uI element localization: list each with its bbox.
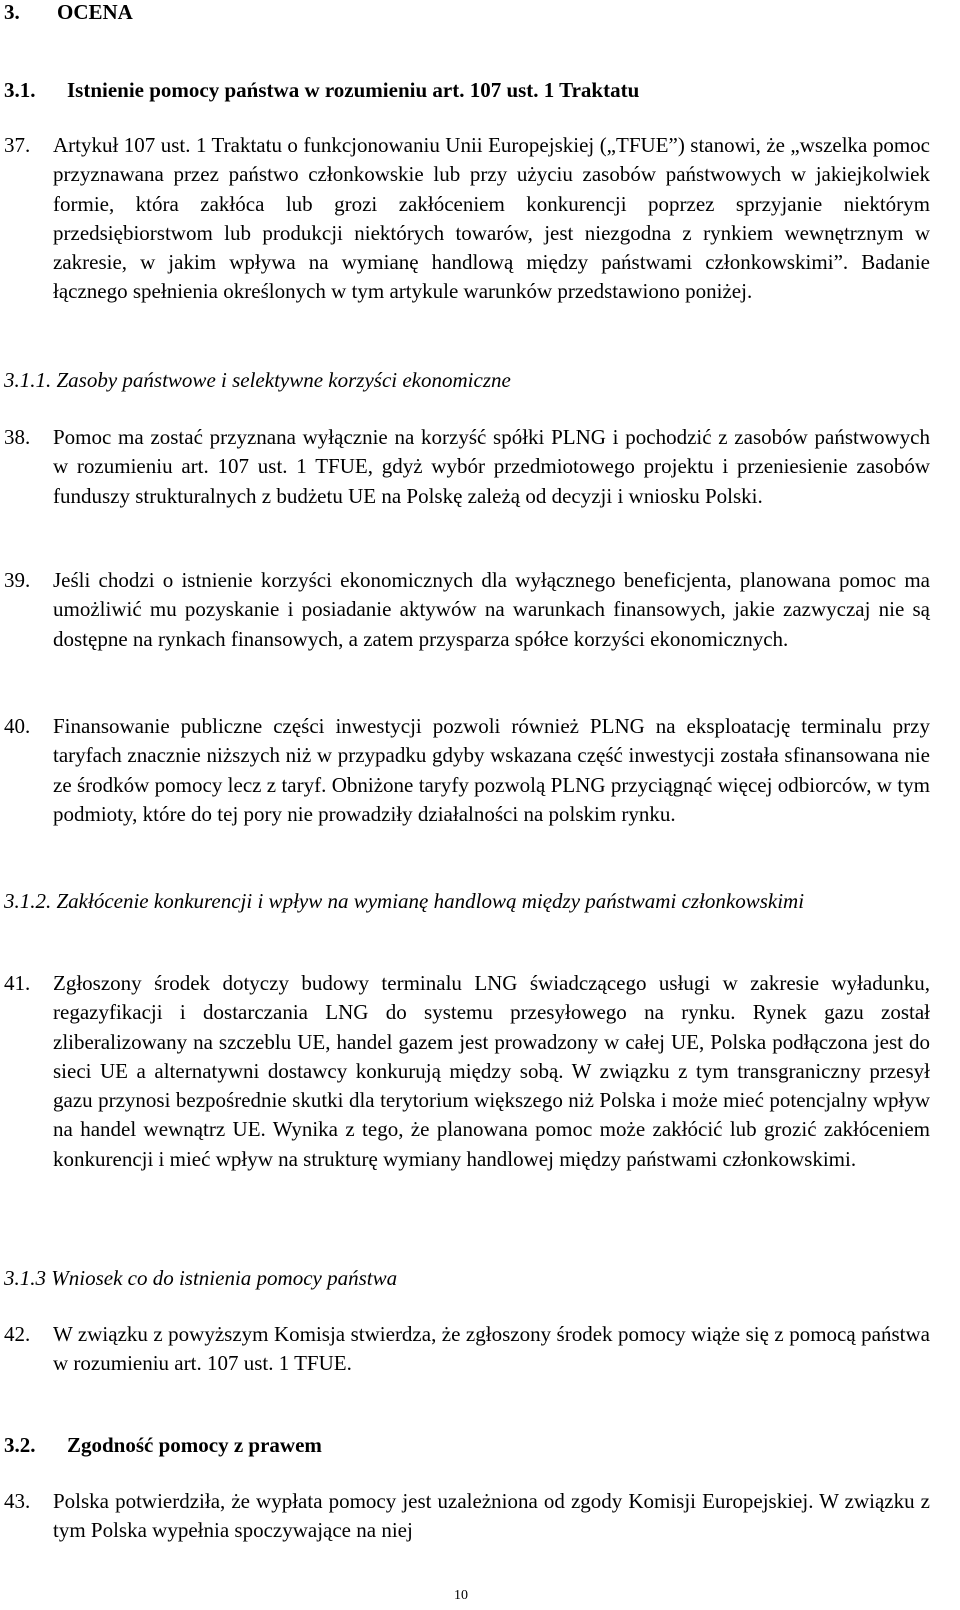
paragraph-39 (4, 566, 930, 654)
section-number: 3.2. (4, 1433, 36, 1457)
paragraph-43 (4, 1487, 930, 1546)
paragraph-number: 37. (4, 133, 31, 157)
subsection-heading-3-1-1: 3.1.1. Zasoby państwowe i selektywne korzyści ekonomiczne (4, 368, 511, 392)
paragraph-number: 39. (4, 568, 31, 592)
paragraph-number: 38. (4, 425, 31, 449)
paragraph-number: 42. (4, 1322, 31, 1346)
section-title: OCENA (57, 0, 133, 24)
section-title: Zgodność pomocy z prawem (67, 1433, 322, 1457)
section-number: 3. (4, 0, 20, 24)
paragraph-42 (4, 1320, 930, 1379)
paragraph-number: 41. (4, 971, 31, 995)
section-number: 3.1. (4, 78, 36, 102)
page-number: 10 (454, 1588, 468, 1603)
section-title: Istnienie pomocy państwa w rozumieniu art. 107 ust. 1 Traktatu (67, 78, 640, 102)
subsection-heading-3-1-2: 3.1.2. Zakłócenie konkurencji i wpływ na wymianę handlową między państwami członkowskimi (4, 889, 805, 913)
paragraph-text: Finansowanie publiczne części inwestycji pozwoli również PLNG na eksploatację terminalu przy taryfach znacznie niższych niż w przypadku gdyby wskazana część inwestycji została sfinansowana nie ze środków pomocy lecz z taryf. Obniżone taryfy pozwolą PLNG przyciągnąć więcej odbiorców, w tym podmioty, które do tej pory nie prowadziły działalności na polskim rynku. (53, 714, 930, 826)
paragraph-text: Jeśli chodzi o istnienie korzyści ekonomicznych dla wyłącznego beneficjenta, planowana pomoc ma umożliwić mu pozyskanie i posiadanie aktywów na warunkach finansowych, jakie zazwyczaj nie są dostępne na rynkach finansowych, a zatem przysparza spółce korzyści ekonomicznych. (53, 568, 930, 651)
paragraph-number: 40. (4, 714, 31, 738)
paragraph-38 (4, 423, 930, 511)
paragraph-number: 43. (4, 1489, 31, 1513)
paragraph-text: Zgłoszony środek dotyczy budowy terminalu LNG świadczącego usługi w zakresie wyładunku, regazyfikacji i dostarczania LNG do systemu przesyłowego na rynku. Rynek gazu został zliberalizowany na szczeblu UE, handel gazem jest prowadzony w całej UE, Polska podłączona jest do sieci UE a alternatywni dostawcy konkurują między sobą. W związku z tym transgraniczny przesył gazu przynosi bezpośrednie skutki dla terytorium większego niż Polska i może mieć potencjalny wpływ na handel wewnątrz UE. Wynika z tego, że planowana pomoc może zakłócić lub grozić zakłóceniem konkurencji i mieć wpływ na strukturę wymiany handlowej między państwami członkowskimi. (53, 971, 930, 1171)
paragraph-text: Artykuł 107 ust. 1 Traktatu o funkcjonowaniu Unii Europejskiej („TFUE”) stanowi, że „wszelka pomoc przyznawana przez państwo członkowskie lub przy użyciu zasobów państwowych w jakiejkolwiek formie, która zakłóca lub grozi zakłóceniem konkurencji poprzez sprzyjanie niektórym przedsiębiorstwom lub produkcji niektórych towarów, jest niezgodna z rynkiem wewnętrznym w zakresie, w jakim wpływa na wymianę handlową między państwami członkowskimi”. Badanie łącznego spełnienia określonych w tym artykule warunków przedstawiono poniżej. (53, 133, 930, 304)
paragraph-text: W związku z powyższym Komisja stwierdza, że zgłoszony środek pomocy wiąże się z pomocą państwa w rozumieniu art. 107 ust. 1 TFUE. (53, 1322, 930, 1376)
subsection-heading-3-1-3: 3.1.3 Wniosek co do istnienia pomocy państwa (4, 1266, 398, 1290)
paragraph-text: Pomoc ma zostać przyznana wyłącznie na korzyść spółki PLNG i pochodzić z zasobów państwowych w rozumieniu art. 107 ust. 1 TFUE, gdyż wybór przedmiotowego projektu i przeniesienie zasobów funduszy strukturalnych z budżetu UE na Polskę zależą od decyzji i wniosku Polski. (53, 425, 930, 508)
paragraph-37 (4, 131, 930, 307)
paragraph-text: Polska potwierdziła, że wypłata pomocy jest uzależniona od zgody Komisji Europejskiej. W związku z tym Polska wypełnia spoczywające na niej (53, 1489, 930, 1543)
paragraph-40 (4, 712, 930, 829)
paragraph-41 (4, 969, 930, 1174)
